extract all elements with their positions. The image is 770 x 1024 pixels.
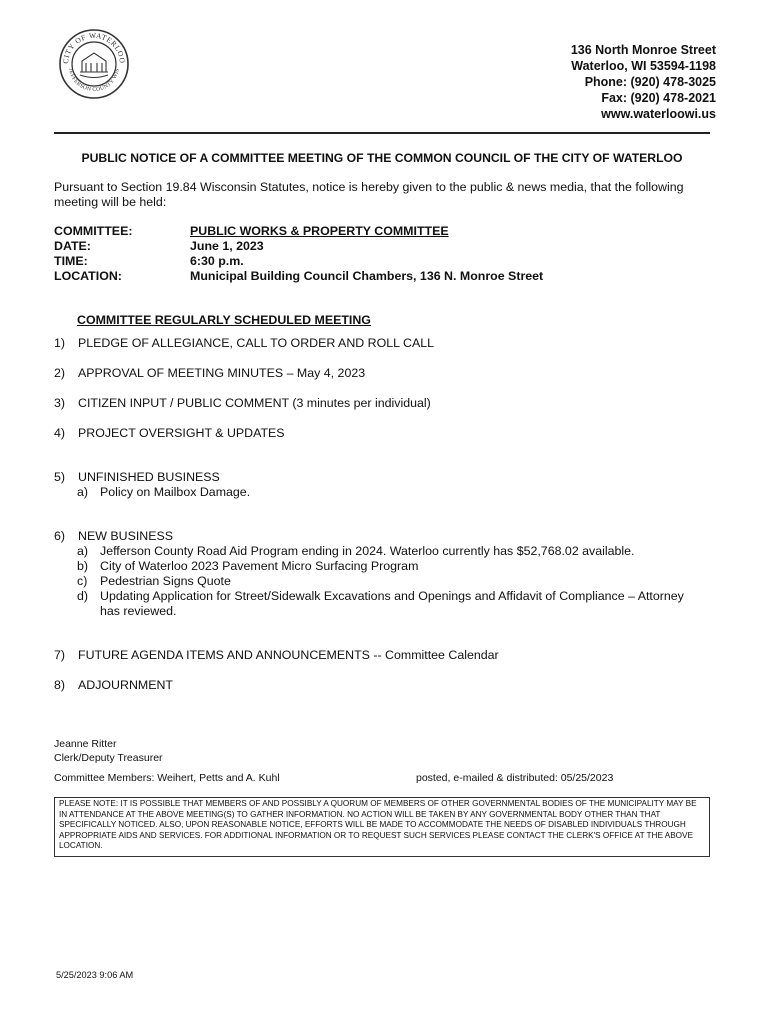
agenda-item-number: 5): [54, 470, 66, 484]
meeting-details: [54, 224, 543, 284]
time-row: [54, 254, 543, 269]
agenda-subitem-text: Jefferson County Road Aid Program ending in 2024. Waterloo currently has $52,768.02 available.: [100, 544, 635, 558]
agenda-subitem-letter: d): [77, 589, 89, 603]
time-label: TIME:: [54, 254, 88, 268]
agenda-subitem: [77, 485, 250, 500]
agenda-subitem-text: Updating Application for Street/Sidewalk Excavations and Openings and Affidavit of Compliance – Attorney: [100, 589, 684, 603]
agenda-item-text: UNFINISHED BUSINESS: [78, 470, 220, 484]
svg-text:CITY OF WATERLOO: CITY OF WATERLOO: [60, 30, 128, 65]
agenda-subitem: [77, 544, 635, 559]
header-divider: [54, 132, 710, 134]
location-row: [54, 269, 543, 284]
location-label: LOCATION:: [54, 269, 122, 283]
signature-block: [54, 737, 163, 765]
agenda-item: [54, 426, 285, 441]
agenda-item: [54, 366, 365, 381]
address-block: [571, 42, 716, 122]
agenda-subitem-text: City of Waterloo 2023 Pavement Micro Surfacing Program: [100, 559, 419, 573]
notice-title: PUBLIC NOTICE OF A COMMITTEE MEETING OF THE COMMON COUNCIL OF THE CITY OF WATERLOO: [81, 151, 683, 165]
agenda-item-text: PLEDGE OF ALLEGIANCE, CALL TO ORDER AND ROLL CALL: [78, 336, 435, 350]
agenda-item-number: 6): [54, 529, 66, 543]
committee-label: COMMITTEE:: [54, 224, 133, 238]
date-row: [54, 239, 543, 254]
address-street: 136 North Monroe Street: [570, 43, 716, 57]
committee-members: Committee Members: Weihert, Petts and A. Kuhl: [54, 772, 280, 784]
signer-title: Clerk/Deputy Treasurer: [54, 752, 163, 764]
agenda-subitem-letter: b): [77, 559, 89, 573]
address-website[interactable]: www.waterloowi.us: [601, 107, 716, 121]
agenda-item-text: PROJECT OVERSIGHT & UPDATES: [78, 426, 285, 440]
agenda-subitem: [77, 589, 684, 604]
agenda-subitem-continuation: has reviewed.: [100, 604, 177, 618]
agenda-subitem-letter: a): [77, 544, 89, 558]
agenda-item-number: 7): [54, 648, 66, 662]
committee-row: [54, 224, 543, 239]
city-seal-logo: [58, 28, 130, 100]
agenda-item: [54, 678, 173, 693]
agenda-item: [54, 529, 173, 544]
agenda-item: [54, 470, 220, 485]
agenda-subitem-letter: c): [77, 574, 88, 588]
agenda-item-text: APPROVAL OF MEETING MINUTES – May 4, 2023: [78, 366, 366, 380]
address-city: Waterloo, WI 53594-1198: [571, 59, 716, 73]
agenda-subitem: [77, 559, 418, 574]
address-fax: Fax: (920) 478-2021: [601, 91, 716, 105]
agenda-item: [54, 648, 499, 663]
time-value: 6:30 p.m.: [190, 254, 244, 268]
location-value: Municipal Building Council Chambers, 136 N. Monroe Street: [190, 269, 544, 283]
agenda-item-text: FUTURE AGENDA ITEMS AND ANNOUNCEMENTS -- Committee Calendar: [78, 648, 499, 662]
date-value: June 1, 2023: [190, 239, 264, 253]
agenda-subitem-letter: a): [77, 485, 89, 499]
signer-name: Jeanne Ritter: [54, 738, 117, 750]
address-phone: Phone: (920) 478-3025: [584, 75, 716, 89]
posted-date: posted, e-mailed & distributed: 05/25/2023: [416, 772, 614, 784]
agenda-subitem: [77, 574, 231, 589]
agenda-item-text: CITIZEN INPUT / PUBLIC COMMENT (3 minutes per individual): [78, 396, 431, 410]
agenda-item-number: 1): [54, 336, 66, 350]
agenda-item: [54, 396, 431, 411]
svg-text:JEFFERSON COUNTY WIS: JEFFERSON COUNTY WIS: [67, 68, 121, 94]
agenda-subitem-text: Policy on Mailbox Damage.: [100, 485, 251, 499]
agenda-item-text: ADJOURNMENT: [78, 678, 173, 692]
agenda-subitem-text: Pedestrian Signs Quote: [100, 574, 231, 588]
schedule-heading: COMMITTEE REGULARLY SCHEDULED MEETING: [77, 313, 371, 327]
agenda-item: [54, 336, 434, 351]
agenda-item-number: 4): [54, 426, 66, 440]
agenda-item-number: 2): [54, 366, 66, 380]
agenda-item-number: 8): [54, 678, 66, 692]
committee-value: PUBLIC WORKS & PROPERTY COMMITTEE: [190, 224, 449, 238]
date-label: DATE:: [54, 239, 91, 253]
agenda-item-text: NEW BUSINESS: [78, 529, 174, 543]
disclaimer-box: PLEASE NOTE: IT IS POSSIBLE THAT MEMBERS OF AND POSSIBLY A QUORUM OF MEMBERS OF OTHER GOVERNMENTAL BODIES OF THE MUNICIPALITY MAY BE IN ATTENDANCE AT THE ABOVE MEETING(S) TO GATHER INFORMATION. NO ACTION WILL BE TAKEN BY ANY GOVERNMENTAL BODY OTHER THAN THAT SPECIFICALLY NOTICED. ALSO, UPON REASONABLE NOTICE, EFFORTS WILL BE MADE TO ACCOMMODATE THE NEEDS OF DISABLED INDIVIDUALS THROUGH APPROPRIATE AIDS AND SERVICES. FOR ADDITIONAL INFORMATION OR TO REQUEST SUCH SERVICES PLEASE CONTACT THE CLERK'S OFFICE AT THE ABOVE LOCATION.: [54, 797, 710, 857]
agenda-item-number: 3): [54, 396, 66, 410]
print-timestamp: 5/25/2023 9:06 AM: [56, 970, 134, 980]
intro-paragraph: Pursuant to Section 19.84 Wisconsin Statutes, notice is hereby given to the public & news media, that the following meeting will be held:: [54, 180, 684, 209]
